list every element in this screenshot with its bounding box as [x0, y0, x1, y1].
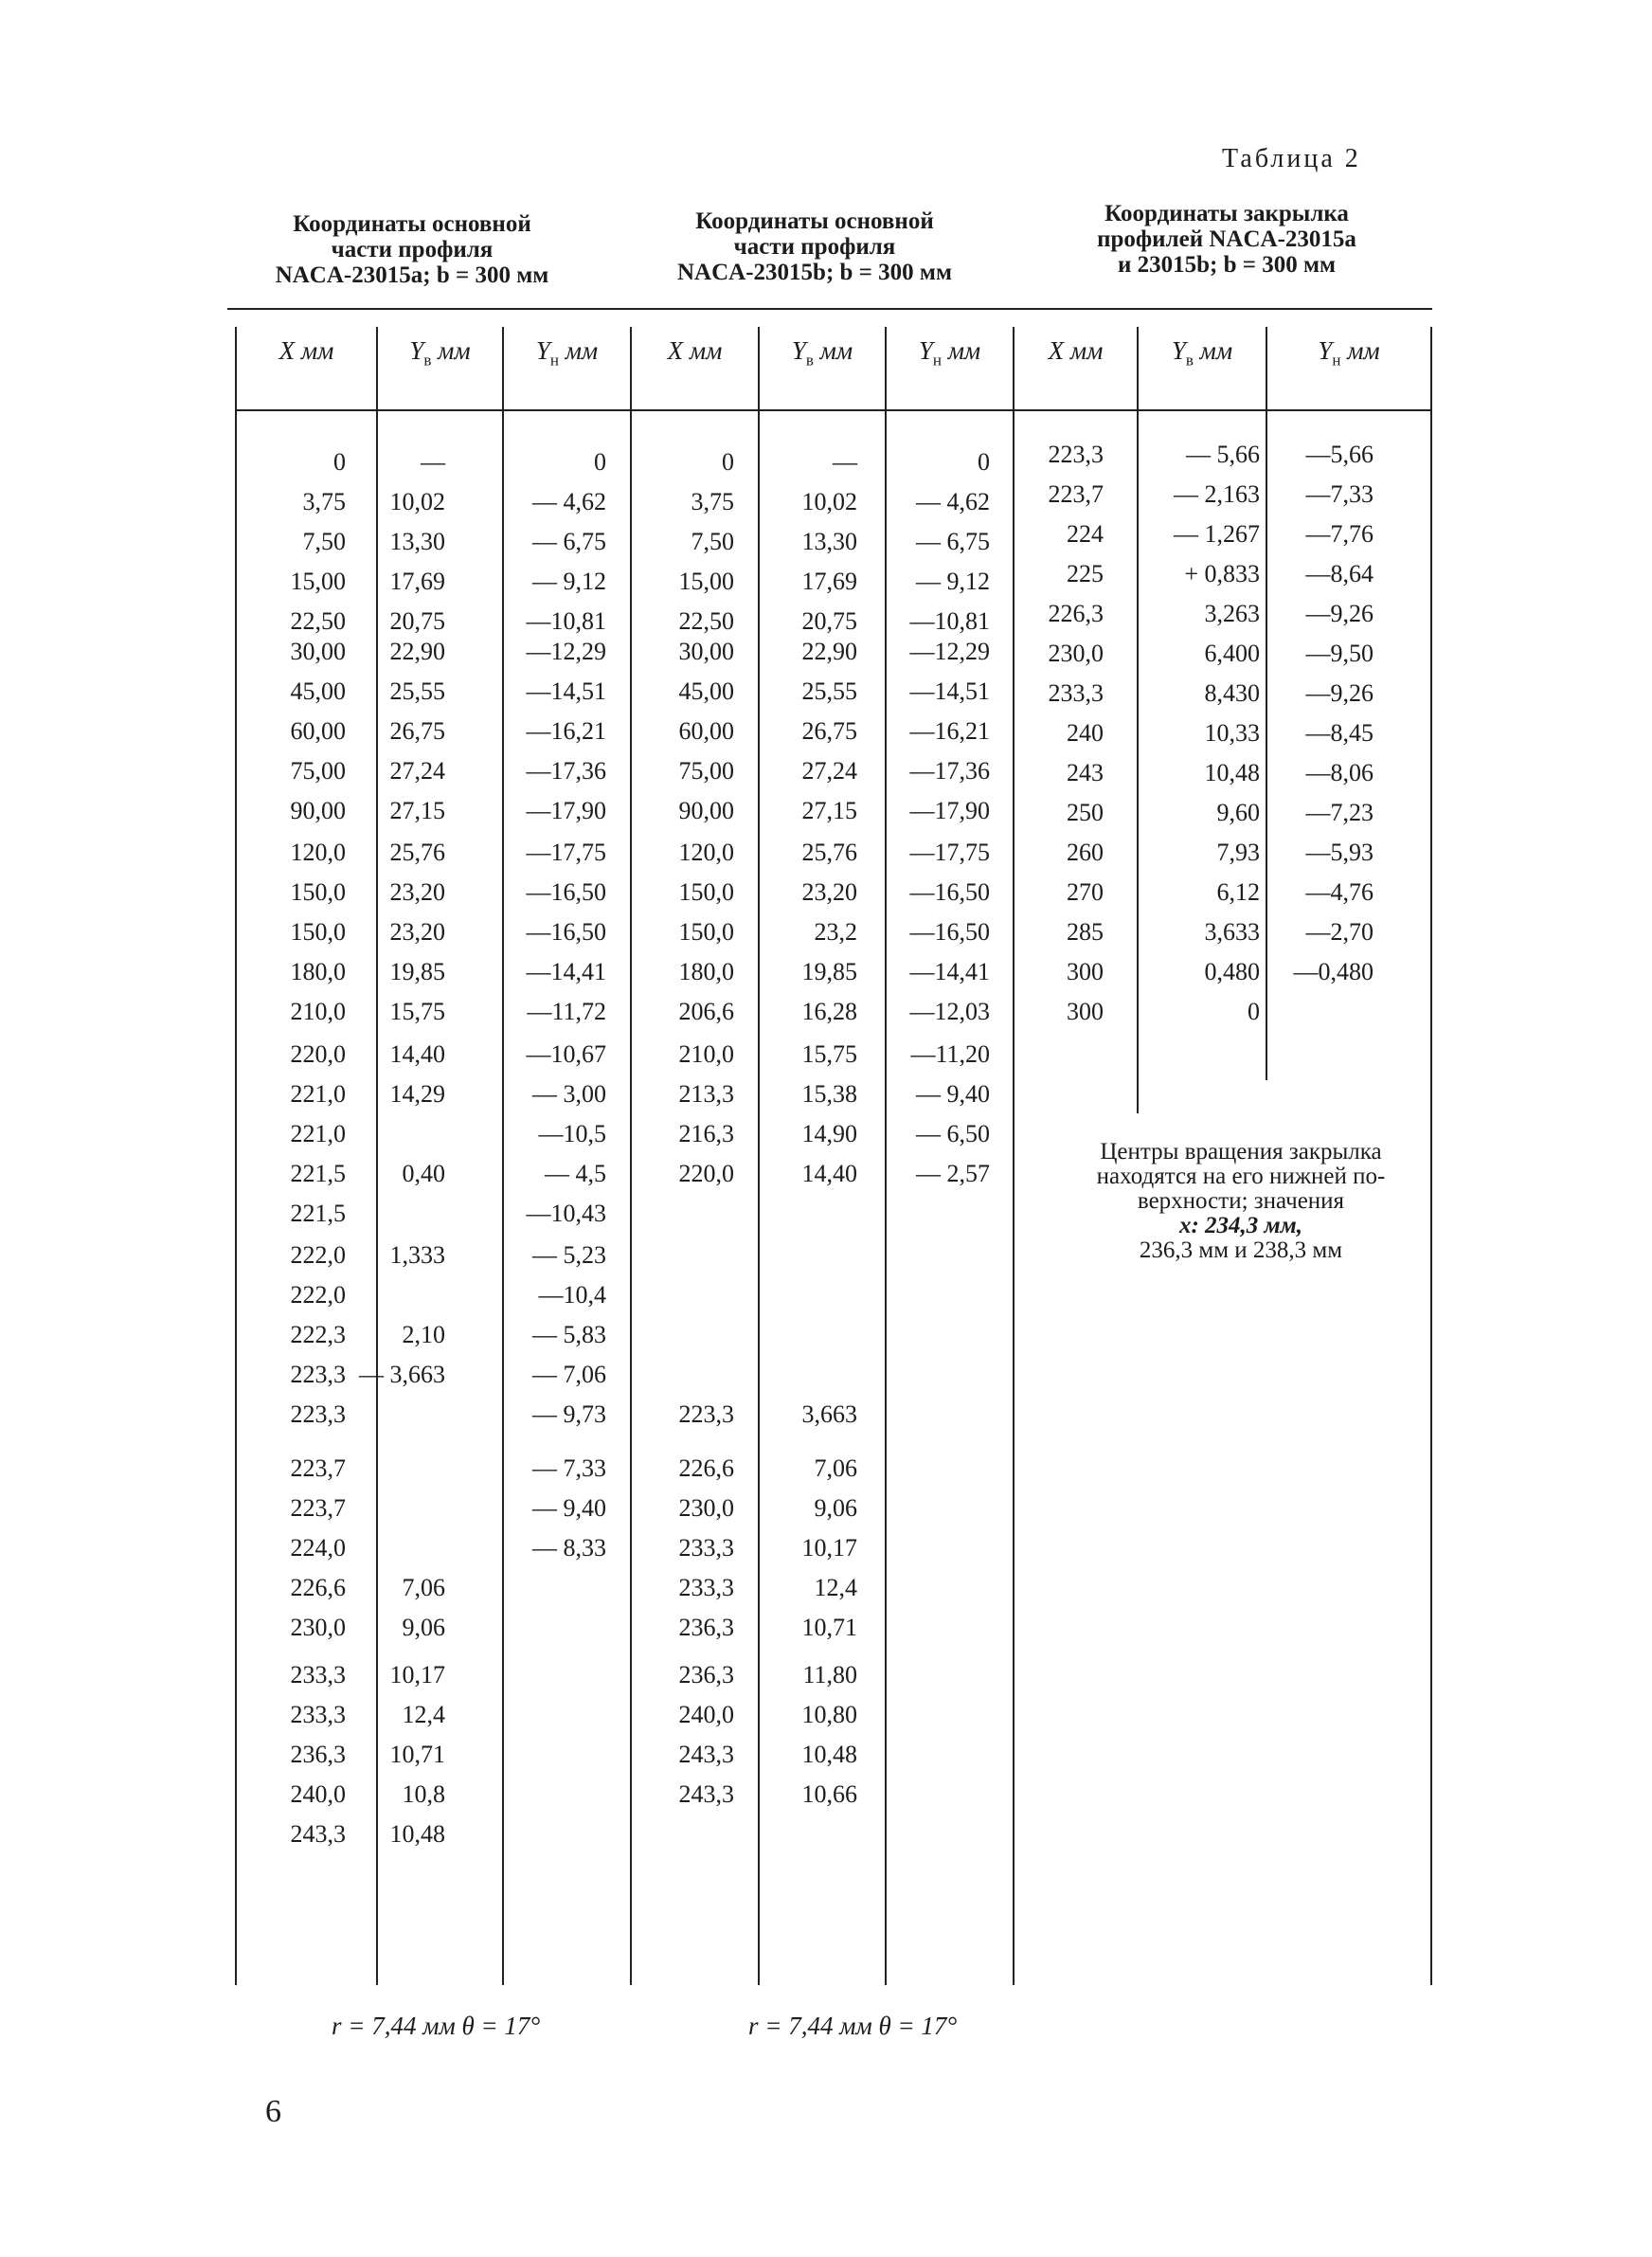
table-cell: —17,90 [526, 797, 606, 824]
table-cell: 13,30 [389, 528, 445, 555]
table-cell: 0 [1248, 998, 1260, 1025]
table-cell: 3,75 [302, 488, 346, 515]
note-line1: Центры вращения закрылка [1100, 1139, 1382, 1165]
table-cell: 233,3 [290, 1661, 346, 1688]
table-cell: 0,480 [1204, 958, 1260, 985]
table-cell: 150,0 [678, 918, 734, 946]
table-cell: 285 [1067, 918, 1104, 946]
table-cell: 10,71 [389, 1741, 445, 1768]
table-cell: — 3,663 [359, 1361, 445, 1388]
table-cell: — 6,75 [532, 528, 606, 555]
table-cell: 6,400 [1204, 640, 1260, 667]
table-cell: 26,75 [801, 717, 857, 745]
table-cell: 9,06 [814, 1494, 857, 1522]
table-cell: —7,33 [1305, 480, 1374, 508]
table-cell: —14,51 [909, 677, 990, 705]
colhead-x-c: X мм [1048, 336, 1104, 365]
table-cell: 45,00 [678, 677, 734, 705]
footer-b: r = 7,44 мм θ = 17° [748, 2012, 958, 2040]
table-cell: 14,29 [389, 1080, 445, 1108]
table-cell: — 5,23 [532, 1241, 606, 1269]
table-cell: —14,41 [909, 958, 990, 985]
colhead-x-b: X мм [667, 336, 723, 365]
table-cell: 10,71 [801, 1614, 857, 1641]
table-cell: —17,90 [909, 797, 990, 824]
table-cell: — 9,12 [532, 568, 606, 595]
colhead-yn-b: $Y_н$ мм [918, 336, 981, 370]
table-cell: — 9,12 [916, 568, 990, 595]
table-cell: 226,6 [678, 1454, 734, 1482]
table-cell: —7,76 [1305, 520, 1374, 548]
table-cell: 15,38 [801, 1080, 857, 1108]
table-cell: 10,48 [801, 1741, 857, 1768]
table-cell: 10,48 [389, 1820, 445, 1848]
table-cell: 300 [1067, 998, 1104, 1025]
table-cell: 90,00 [290, 797, 346, 824]
table-cell: 0,40 [402, 1160, 445, 1187]
table-cell: 222,0 [290, 1281, 346, 1309]
table-cell: —16,50 [526, 918, 606, 946]
table-cell: 223,7 [290, 1494, 346, 1522]
table-cell: 213,3 [678, 1080, 734, 1108]
table-cell: 25,55 [801, 677, 857, 705]
table-cell: 221,5 [290, 1200, 346, 1227]
table-label: Таблица 2 [1222, 144, 1361, 173]
table-cell: 223,3 [1048, 441, 1104, 468]
table-cell: 230,0 [1048, 640, 1104, 667]
colhead-yv-c: $Y_в$ мм [1171, 336, 1233, 370]
table-cell: 27,15 [801, 797, 857, 824]
table-cell: —14,41 [526, 958, 606, 985]
table-cell: —10,81 [526, 607, 606, 635]
table-cell: 22,50 [290, 607, 346, 635]
table-cell: —4,76 [1305, 878, 1374, 906]
table-cell: — 2,57 [916, 1160, 990, 1187]
table-cell: 222,3 [290, 1321, 346, 1348]
table-cell: 220,0 [678, 1160, 734, 1187]
table-cell: 233,3 [290, 1701, 346, 1728]
table-cell: 15,00 [678, 568, 734, 595]
table-cell: 15,75 [389, 998, 445, 1025]
table-cell: —16,50 [909, 918, 990, 946]
colhead-yv-b: $Y_в$ мм [791, 336, 853, 370]
table-cell: 221,0 [290, 1120, 346, 1147]
table-cell: — 3,00 [532, 1080, 606, 1108]
table-cell: 10,33 [1204, 719, 1260, 747]
table-cell: 240,0 [290, 1780, 346, 1808]
table-cell: 10,80 [801, 1701, 857, 1728]
table-cell: 236,3 [678, 1614, 734, 1641]
table-cell: 224,0 [290, 1534, 346, 1562]
table-cell: 60,00 [290, 717, 346, 745]
table-cell: 0 [594, 448, 606, 476]
table-cell: 150,0 [678, 878, 734, 906]
col-divider-2 [376, 327, 378, 1985]
table-cell: 180,0 [678, 958, 734, 985]
table-cell: — 6,50 [916, 1120, 990, 1147]
table-cell: 150,0 [290, 878, 346, 906]
table-cell: 25,55 [389, 677, 445, 705]
table-cell: 233,3 [678, 1574, 734, 1601]
table-cell: 243,3 [678, 1780, 734, 1808]
table-cell: 22,90 [389, 638, 445, 665]
table-cell: — [833, 448, 857, 476]
table-cell: —14,51 [526, 677, 606, 705]
table-cell: —17,75 [526, 839, 606, 866]
table-cell: —12,29 [909, 638, 990, 665]
table-cell: 10,17 [801, 1534, 857, 1562]
colhead-x-a: X мм [278, 336, 334, 365]
table-cell: 210,0 [678, 1040, 734, 1068]
table-cell: — 2,163 [1174, 480, 1260, 508]
header-b-line1: Координаты основной [695, 208, 934, 234]
table-cell: 223,7 [290, 1454, 346, 1482]
table-cell: 17,69 [801, 568, 857, 595]
table-cell: —11,20 [910, 1040, 990, 1068]
table-cell: + 0,833 [1184, 560, 1260, 587]
table-cell: —17,36 [526, 757, 606, 785]
table-cell: 2,10 [402, 1321, 445, 1348]
table-cell: 250 [1067, 799, 1104, 826]
table-cell: 25,76 [801, 839, 857, 866]
table-cell: —0,480 [1293, 958, 1374, 985]
table-cell: 27,24 [389, 757, 445, 785]
table-cell: 120,0 [290, 839, 346, 866]
table-cell: 9,06 [402, 1614, 445, 1641]
table-cell: 236,3 [678, 1661, 734, 1688]
table-cell: —17,36 [909, 757, 990, 785]
table-cell: 27,24 [801, 757, 857, 785]
table-cell: 22,50 [678, 607, 734, 635]
table-cell: 3,633 [1204, 918, 1260, 946]
col-divider-5 [758, 327, 760, 1985]
table-cell: — 7,06 [532, 1361, 606, 1388]
table-cell: —10,67 [526, 1040, 606, 1068]
note-line2: находятся на его нижней по- [1096, 1164, 1386, 1189]
table-cell: — 4,62 [916, 488, 990, 515]
note-line4: x: 234,3 мм, [1178, 1213, 1303, 1238]
table-cell: 7,06 [402, 1574, 445, 1601]
table-cell: —17,75 [909, 839, 990, 866]
table-cell: —11,72 [527, 998, 606, 1025]
table-cell: 14,90 [801, 1120, 857, 1147]
table-cell: 7,93 [1216, 839, 1260, 866]
table-cell: 226,3 [1048, 600, 1104, 627]
table-cell: —16,50 [909, 878, 990, 906]
table-cell: 10,8 [402, 1780, 445, 1808]
table-cell: —12,03 [909, 998, 990, 1025]
table-cell: 230,0 [290, 1614, 346, 1641]
table-cell: 19,85 [801, 958, 857, 985]
table-cell: 23,20 [389, 918, 445, 946]
table-cell: 7,50 [691, 528, 734, 555]
table-cell: —2,70 [1305, 918, 1374, 946]
table-cell: 12,4 [402, 1701, 445, 1728]
table-cell: 226,6 [290, 1574, 346, 1601]
table-cell: —8,06 [1305, 759, 1374, 786]
table-cell: 222,0 [290, 1241, 346, 1269]
header-a-line3: NACA-23015a; b = 300 мм [275, 262, 549, 288]
table-cell: 20,75 [801, 607, 857, 635]
table-cell: 150,0 [290, 918, 346, 946]
table-cell: 20,75 [389, 607, 445, 635]
table-cell: 233,3 [1048, 679, 1104, 707]
table-cell: 3,263 [1204, 600, 1260, 627]
table-cell: 90,00 [678, 797, 734, 824]
table-cell: 0 [978, 448, 990, 476]
table-cell: 221,5 [290, 1160, 346, 1187]
table-top-rule [227, 308, 1432, 310]
table-cell: 224 [1067, 520, 1104, 548]
table-cell: 236,3 [290, 1741, 346, 1768]
table-cell: —8,45 [1305, 719, 1374, 747]
table-cell: 3,75 [691, 488, 734, 515]
header-b-line2: части профиля [733, 234, 896, 260]
table-cell: 23,20 [801, 878, 857, 906]
table-cell: 300 [1067, 958, 1104, 985]
table-cell: 25,76 [389, 839, 445, 866]
table-cell: 230,0 [678, 1494, 734, 1522]
table-cell: 17,69 [389, 568, 445, 595]
col-divider-9 [1266, 327, 1267, 1080]
table-cell: 23,20 [389, 878, 445, 906]
table-cell: 120,0 [678, 839, 734, 866]
table-cell: 260 [1067, 839, 1104, 866]
table-cell: 45,00 [290, 677, 346, 705]
table-cell: 10,17 [389, 1661, 445, 1688]
header-b-line3: NACA-23015b; b = 300 мм [677, 260, 952, 285]
table-cell: — 4,5 [545, 1160, 606, 1187]
table-cell: 0 [333, 448, 346, 476]
header-group-b [616, 208, 1014, 285]
table-cell: 6,12 [1216, 878, 1260, 906]
table-cell: —7,23 [1305, 799, 1374, 826]
page-number: 6 [265, 2094, 281, 2129]
table-cell: — 9,40 [916, 1080, 990, 1108]
table-cell: — 5,66 [1186, 441, 1260, 468]
table-cell: —16,21 [909, 717, 990, 745]
table-cell: 10,48 [1204, 759, 1260, 786]
table-cell: 11,80 [802, 1661, 857, 1688]
table-cell: 19,85 [389, 958, 445, 985]
table-cell: 223,7 [1048, 480, 1104, 508]
header-bottom-rule [237, 409, 1432, 411]
table-cell: — 6,75 [916, 528, 990, 555]
table-cell: —9,26 [1305, 600, 1374, 627]
table-cell: 223,3 [290, 1361, 346, 1388]
table-cell: 240,0 [678, 1701, 734, 1728]
header-a-line1: Координаты основной [293, 211, 531, 237]
header-group-c [1028, 201, 1426, 278]
table-cell: 210,0 [290, 998, 346, 1025]
table-cell: — 4,62 [532, 488, 606, 515]
table-cell: 30,00 [678, 638, 734, 665]
header-c-line1: Координаты закрылка [1104, 201, 1349, 226]
table-cell: 0 [722, 448, 734, 476]
table-cell: —9,26 [1305, 679, 1374, 707]
table-cell: 243,3 [290, 1820, 346, 1848]
table-cell: 1,333 [389, 1241, 445, 1269]
table-cell: —16,21 [526, 717, 606, 745]
table-cell: 225 [1067, 560, 1104, 587]
table-cell: — [421, 448, 445, 476]
table-cell: 216,3 [678, 1120, 734, 1147]
table-cell: 10,02 [801, 488, 857, 515]
table-cell: —10,81 [909, 607, 990, 635]
col-divider-4 [630, 327, 632, 1985]
table-cell: 7,50 [302, 528, 346, 555]
table-cell: 3,663 [801, 1400, 857, 1428]
table-cell: 15,00 [290, 568, 346, 595]
table-cell: 27,15 [389, 797, 445, 824]
table-cell: 8,430 [1204, 679, 1260, 707]
table-cell: 180,0 [290, 958, 346, 985]
table-cell: —16,50 [526, 878, 606, 906]
table-cell: 30,00 [290, 638, 346, 665]
header-c-line2: профилей NACA-23015a [1097, 226, 1356, 252]
note-line5: 236,3 мм и 238,3 мм [1139, 1237, 1343, 1263]
table-cell: — 5,83 [532, 1321, 606, 1348]
table-cell: 10,02 [389, 488, 445, 515]
table-cell: —5,93 [1305, 839, 1374, 866]
table-cell: — 9,40 [532, 1494, 606, 1522]
table-cell: 12,4 [814, 1574, 857, 1601]
table-cell: —10,5 [538, 1120, 606, 1147]
col-divider-6 [885, 327, 887, 1985]
table-cell: — 9,73 [532, 1400, 606, 1428]
col-divider-8 [1137, 327, 1139, 1113]
table-cell: — 8,33 [532, 1534, 606, 1562]
col-divider-7 [1013, 327, 1015, 1985]
table-cell: 10,66 [801, 1780, 857, 1808]
header-a-line2: части профиля [331, 237, 494, 262]
table-cell: 14,40 [801, 1160, 857, 1187]
table-cell: 23,2 [814, 918, 857, 946]
table-cell: 16,28 [801, 998, 857, 1025]
colhead-yv-a: $Y_в$ мм [409, 336, 471, 370]
table-cell: —10,4 [538, 1281, 606, 1309]
colhead-yn-c: $Y_н$ мм [1318, 336, 1380, 370]
table-cell: —5,66 [1305, 441, 1374, 468]
note-line3: верхности; значения [1137, 1188, 1345, 1214]
table-cell: 26,75 [389, 717, 445, 745]
table-cell: —10,43 [526, 1200, 606, 1227]
table-cell: —12,29 [526, 638, 606, 665]
table-cell: —9,50 [1305, 640, 1374, 667]
table-cell: 243,3 [678, 1741, 734, 1768]
table-cell: 15,75 [801, 1040, 857, 1068]
table-cell: 9,60 [1216, 799, 1260, 826]
table-cell: 240 [1067, 719, 1104, 747]
table-cell: 75,00 [290, 757, 346, 785]
table-cell: 223,3 [678, 1400, 734, 1428]
table-cell: 220,0 [290, 1040, 346, 1068]
col-divider-3 [502, 327, 504, 1985]
table-cell: — 1,267 [1174, 520, 1260, 548]
footer-a: r = 7,44 мм θ = 17° [332, 2012, 541, 2040]
table-cell: 14,40 [389, 1040, 445, 1068]
table-cell: 233,3 [678, 1534, 734, 1562]
table-cell: 75,00 [678, 757, 734, 785]
table-cell: 206,6 [678, 998, 734, 1025]
table-cell: 243 [1067, 759, 1104, 786]
flap-note [1032, 1140, 1449, 1263]
header-group-a [213, 211, 611, 288]
colhead-yn-a: $Y_н$ мм [535, 336, 599, 370]
table-cell: 270 [1067, 878, 1104, 906]
table-cell: 223,3 [290, 1400, 346, 1428]
table-cell: 22,90 [801, 638, 857, 665]
table-cell: —8,64 [1305, 560, 1374, 587]
col-divider-1 [235, 327, 237, 1985]
table-cell: 13,30 [801, 528, 857, 555]
table-cell: — 7,33 [532, 1454, 606, 1482]
header-c-line3: и 23015b; b = 300 мм [1117, 252, 1337, 278]
table-cell: 60,00 [678, 717, 734, 745]
table-cell: 7,06 [814, 1454, 857, 1482]
table-cell: 221,0 [290, 1080, 346, 1108]
